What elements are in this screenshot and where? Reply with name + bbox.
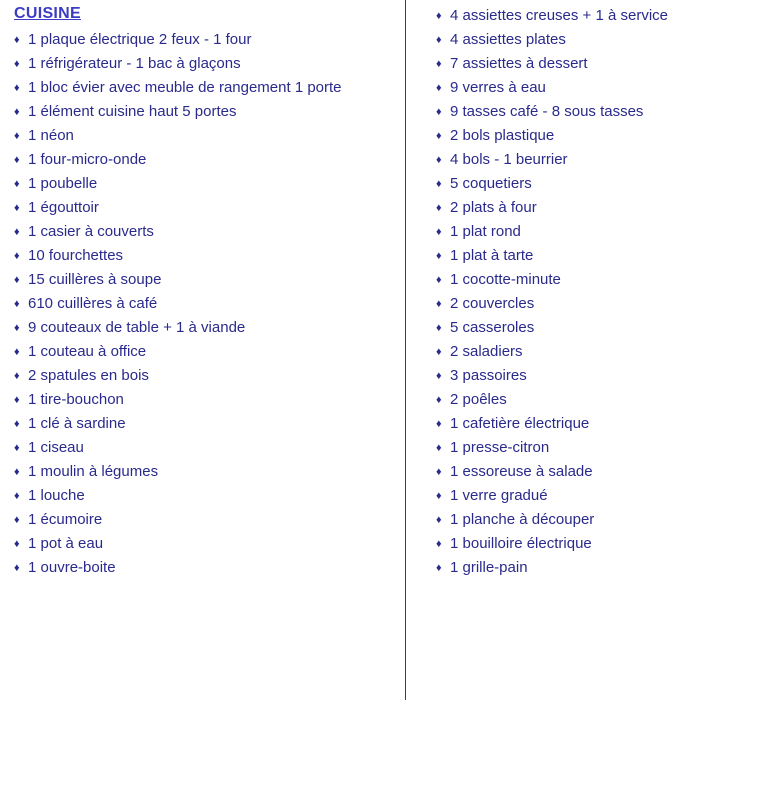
list-item	[436, 388, 771, 412]
diamond-bullet-icon: ♦	[436, 10, 442, 22]
list-item	[436, 364, 771, 388]
list-item	[436, 460, 771, 484]
diamond-bullet-icon: ♦	[14, 274, 20, 286]
diamond-bullet-icon: ♦	[14, 58, 20, 70]
diamond-bullet-icon: ♦	[14, 202, 20, 214]
list-item-label: 1 planche à découper	[450, 511, 595, 528]
list-item	[436, 76, 771, 100]
list-item	[436, 148, 771, 172]
diamond-bullet-icon: ♦	[436, 562, 442, 574]
diamond-bullet-icon: ♦	[436, 178, 442, 190]
list-item	[14, 508, 405, 532]
list-item-label: 4 bols - 1 beurrier	[450, 151, 568, 168]
list-item-label: 1 bloc évier avec meuble de rangement 1 porte	[28, 79, 342, 96]
diamond-bullet-icon: ♦	[14, 34, 20, 46]
diamond-bullet-icon: ♦	[436, 130, 442, 142]
list-item	[14, 148, 405, 172]
list-item-label: 5 coquetiers	[450, 175, 532, 192]
diamond-bullet-icon: ♦	[14, 466, 20, 478]
list-item	[14, 460, 405, 484]
diamond-bullet-icon: ♦	[436, 34, 442, 46]
list-item-label: 2 couvercles	[450, 295, 535, 312]
diamond-bullet-icon: ♦	[14, 418, 20, 430]
list-item	[436, 52, 771, 76]
diamond-bullet-icon: ♦	[14, 130, 20, 142]
diamond-bullet-icon: ♦	[436, 490, 442, 502]
list-item	[436, 412, 771, 436]
list-item-label: 1 presse-citron	[450, 439, 550, 456]
diamond-bullet-icon: ♦	[436, 82, 442, 94]
list-item-label: 1 verre gradué	[450, 487, 548, 504]
list-item	[436, 220, 771, 244]
kitchen-inventory-list-right	[436, 4, 771, 580]
diamond-bullet-icon: ♦	[436, 250, 442, 262]
list-item-label: 1 néon	[28, 127, 74, 144]
list-item	[14, 412, 405, 436]
diamond-bullet-icon: ♦	[436, 514, 442, 526]
list-item	[14, 292, 405, 316]
list-item-label: 5 casseroles	[450, 319, 535, 336]
list-item-label: 1 poubelle	[28, 175, 98, 192]
list-item	[14, 52, 405, 76]
diamond-bullet-icon: ♦	[436, 298, 442, 310]
list-item	[14, 220, 405, 244]
diamond-bullet-icon: ♦	[436, 442, 442, 454]
list-item	[436, 28, 771, 52]
list-item	[14, 340, 405, 364]
list-item-label: 1 cafetière électrique	[450, 415, 590, 432]
diamond-bullet-icon: ♦	[436, 322, 442, 334]
list-item-label: 9 verres à eau	[450, 79, 546, 96]
list-item-label: 1 plat à tarte	[450, 247, 534, 264]
list-item	[14, 388, 405, 412]
list-item	[14, 316, 405, 340]
list-item-label: 1 four-micro-onde	[28, 151, 147, 168]
list-item	[14, 364, 405, 388]
list-item-label: 3 passoires	[450, 367, 527, 384]
diamond-bullet-icon: ♦	[14, 394, 20, 406]
list-item-label: 610 cuillères à café	[28, 295, 158, 312]
diamond-bullet-icon: ♦	[14, 226, 20, 238]
diamond-bullet-icon: ♦	[14, 154, 20, 166]
list-item-label: 1 couteau à office	[28, 343, 147, 360]
list-item	[14, 76, 405, 100]
diamond-bullet-icon: ♦	[436, 538, 442, 550]
list-item-label: 1 essoreuse à salade	[450, 463, 593, 480]
list-item-label: 2 spatules en bois	[28, 367, 149, 384]
diamond-bullet-icon: ♦	[14, 322, 20, 334]
list-item	[436, 172, 771, 196]
list-item	[14, 484, 405, 508]
list-item-label: 1 pot à eau	[28, 535, 104, 552]
list-item-label: 2 saladiers	[450, 343, 523, 360]
diamond-bullet-icon: ♦	[14, 178, 20, 190]
left-column	[0, 0, 405, 580]
list-item-label: 1 ouvre-boite	[28, 559, 116, 576]
diamond-bullet-icon: ♦	[436, 394, 442, 406]
list-item-label: 1 écumoire	[28, 511, 103, 528]
list-item-label: 10 fourchettes	[28, 247, 124, 264]
list-item-label: 7 assiettes à dessert	[450, 55, 588, 72]
list-item	[14, 172, 405, 196]
kitchen-inventory-list-left	[14, 28, 405, 580]
right-column	[406, 0, 771, 580]
diamond-bullet-icon: ♦	[436, 418, 442, 430]
list-item-label: 9 couteaux de table + 1 à viande	[28, 319, 246, 336]
list-item-label: 1 bouilloire électrique	[450, 535, 592, 552]
list-item-label: 1 louche	[28, 487, 85, 504]
list-item-label: 1 élément cuisine haut 5 portes	[28, 103, 237, 120]
diamond-bullet-icon: ♦	[436, 106, 442, 118]
list-item-label: 1 cocotte-minute	[450, 271, 561, 288]
list-item	[436, 100, 771, 124]
diamond-bullet-icon: ♦	[14, 562, 20, 574]
list-item-label: 9 tasses café - 8 sous tasses	[450, 103, 644, 120]
list-item	[436, 4, 771, 28]
diamond-bullet-icon: ♦	[436, 58, 442, 70]
diamond-bullet-icon: ♦	[14, 538, 20, 550]
diamond-bullet-icon: ♦	[14, 514, 20, 526]
list-item	[14, 532, 405, 556]
list-item	[436, 556, 771, 580]
list-item	[14, 124, 405, 148]
page-title: CUISINE	[14, 5, 81, 22]
diamond-bullet-icon: ♦	[436, 226, 442, 238]
list-item	[436, 124, 771, 148]
list-item	[14, 556, 405, 580]
list-item	[14, 268, 405, 292]
diamond-bullet-icon: ♦	[14, 106, 20, 118]
diamond-bullet-icon: ♦	[14, 442, 20, 454]
list-item-label: 1 ciseau	[28, 439, 84, 456]
list-item-label: 1 égouttoir	[28, 199, 99, 216]
list-item	[436, 436, 771, 460]
diamond-bullet-icon: ♦	[14, 298, 20, 310]
list-item-label: 15 cuillères à soupe	[28, 271, 162, 288]
list-item	[436, 508, 771, 532]
list-item	[436, 244, 771, 268]
diamond-bullet-icon: ♦	[436, 346, 442, 358]
list-item-label: 1 plat rond	[450, 223, 521, 240]
list-item-label: 1 clé à sardine	[28, 415, 126, 432]
list-item	[436, 268, 771, 292]
diamond-bullet-icon: ♦	[436, 466, 442, 478]
list-item-label: 1 tire-bouchon	[28, 391, 124, 408]
list-item-label: 1 plaque électrique 2 feux - 1 four	[28, 31, 252, 48]
list-item	[14, 196, 405, 220]
list-item-label: 2 bols plastique	[450, 127, 555, 144]
list-item-label: 2 plats à four	[450, 199, 537, 216]
diamond-bullet-icon: ♦	[14, 250, 20, 262]
list-item	[14, 436, 405, 460]
list-item-label: 1 réfrigérateur - 1 bac à glaçons	[28, 55, 241, 72]
list-item-label: 1 moulin à légumes	[28, 463, 159, 480]
diamond-bullet-icon: ♦	[436, 154, 442, 166]
list-item	[14, 28, 405, 52]
list-item	[14, 244, 405, 268]
list-item-label: 4 assiettes plates	[450, 31, 566, 48]
diamond-bullet-icon: ♦	[436, 202, 442, 214]
diamond-bullet-icon: ♦	[14, 370, 20, 382]
diamond-bullet-icon: ♦	[14, 82, 20, 94]
list-item	[436, 292, 771, 316]
list-item	[436, 316, 771, 340]
list-item	[14, 100, 405, 124]
diamond-bullet-icon: ♦	[436, 274, 442, 286]
diamond-bullet-icon: ♦	[14, 346, 20, 358]
list-item	[436, 532, 771, 556]
list-item-label: 1 grille-pain	[450, 559, 528, 576]
list-item-label: 4 assiettes creuses + 1 à service	[450, 7, 669, 24]
list-item	[436, 484, 771, 508]
diamond-bullet-icon: ♦	[14, 490, 20, 502]
list-item-label: 2 poêles	[450, 391, 507, 408]
list-item	[436, 196, 771, 220]
list-item-label: 1 casier à couverts	[28, 223, 154, 240]
list-item	[436, 340, 771, 364]
diamond-bullet-icon: ♦	[436, 370, 442, 382]
